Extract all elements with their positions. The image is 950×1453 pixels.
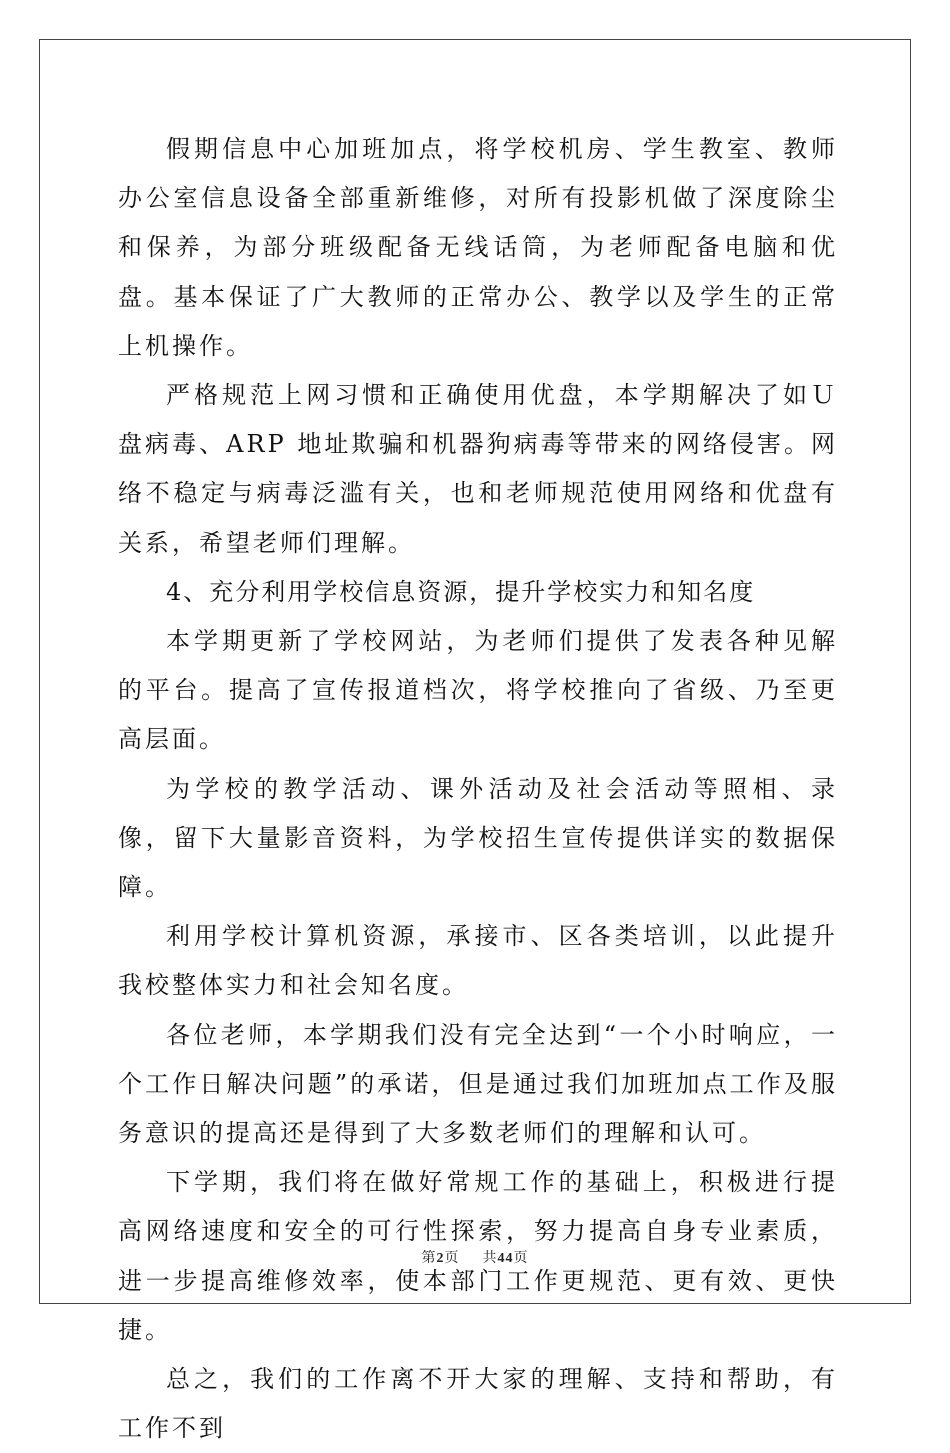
paragraph-6: 各位老师，本学期我们没有完全达到“一个小时响应，一个工作日解决问题”的承诺，但是通过我们加班加点工作及服务意识的提高还是得到了大多数老师们的理解和认可。 — [118, 1020, 838, 1148]
paragraph-2: 严格规范上网习惯和正确使用优盘，本学期解决了如Ｕ盘病毒、ARP 地址欺骗和机器狗病毒等带来的网络侵害。网络不稳定与病毒泛滥有关，也和老师规范使用网络和优盘有关系，希望老师们理解。 — [118, 381, 838, 557]
page-footer — [0, 1247, 950, 1267]
total-suffix: 页 — [513, 1251, 529, 1266]
total-prefix: 共 — [482, 1251, 498, 1266]
paragraph-3: 本学期更新了学校网站，为老师们提供了发表各种见解的平台。提高了宣传报道档次，将学校推向了省级、乃至更高层面。 — [118, 627, 838, 754]
page-number: 2 — [436, 1251, 445, 1266]
paragraph-7: 下学期，我们将在做好常规工作的基础上，积极进行提高网络速度和安全的可行性探索，努力提高自身专业素质，进一步提高维修效率，使本部门工作更规范、更有效、更快捷。 — [118, 1168, 838, 1344]
page-prefix: 第 — [421, 1251, 437, 1266]
section-heading: 4、充分利用学校信息资源，提升学校实力和知名度 — [166, 577, 756, 606]
paragraph-5: 利用学校计算机资源，承接市、区各类培训，以此提升我校整体实力和社会知名度。 — [118, 922, 838, 1000]
page-suffix: 页 — [444, 1251, 460, 1266]
paragraph-1: 假期信息中心加班加点，将学校机房、学生教室、教师办公室信息设备全部重新维修，对所有投影机做了深度除尘和保养，为部分班级配备无线话筒，为老师配备电脑和优盘。基本保证了广大教师的正常办公、教学以及学生的正常上机操作。 — [118, 135, 838, 360]
total-pages: 44 — [497, 1251, 514, 1266]
paragraph-4: 为学校的教学活动、课外活动及社会活动等照相、录像，留下大量影音资料，为学校招生宣传提供详实的数据保障。 — [118, 774, 838, 902]
paragraph-8: 总之，我们的工作离不开大家的理解、支持和帮助，有工作不到 — [118, 1365, 838, 1443]
